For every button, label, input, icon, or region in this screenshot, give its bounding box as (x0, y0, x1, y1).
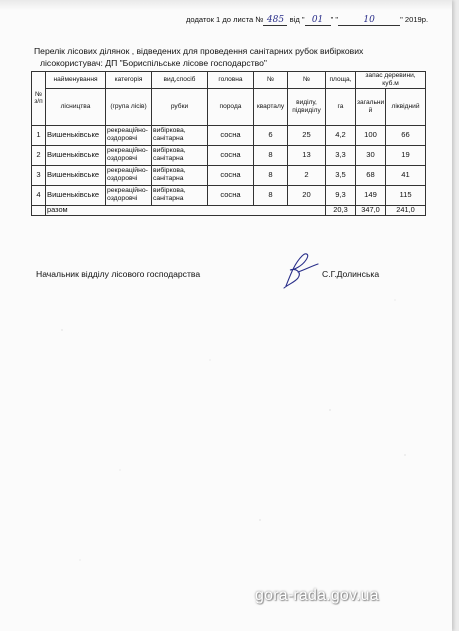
header-vydil-top: № (288, 72, 326, 89)
row-forestry: Вишеньківське (46, 145, 106, 165)
row-method: вибіркова, санітарна (152, 185, 208, 205)
row-species: сосна (208, 125, 254, 145)
letter-day: 01 (305, 15, 331, 26)
letter-number: 485 (263, 15, 287, 26)
row-vydil: 25 (288, 125, 326, 145)
row-method: вибіркова, санітарна (152, 145, 208, 165)
header-species-bottom: порода (208, 88, 254, 125)
header-category-top: категорія (106, 72, 152, 89)
row-area: 9,3 (326, 185, 356, 205)
row-stock-liquid: 66 (386, 125, 426, 145)
table-row (32, 185, 426, 205)
row-kvartal: 8 (254, 185, 288, 205)
row-area: 3,5 (326, 165, 356, 185)
row-number: 4 (32, 185, 46, 205)
header-method-bottom: рубки (152, 88, 208, 125)
header-kvartal-top: № (254, 72, 288, 89)
row-category: рекреаційно-оздоровчі (106, 185, 152, 205)
row-forestry: Вишеньківське (46, 125, 106, 145)
page-top-edge (0, 0, 452, 10)
signer-position: Начальник відділу лісового господарства (36, 269, 201, 279)
totals-stock-total: 347,0 (356, 205, 386, 215)
table-row (32, 145, 426, 165)
row-kvartal: 8 (254, 145, 288, 165)
row-stock-liquid: 115 (386, 185, 426, 205)
header-method-top: вид,спосіб (152, 72, 208, 89)
totals-stock-liquid: 241,0 (386, 205, 426, 215)
totals-row (32, 205, 426, 215)
header-area-bottom: га (326, 88, 356, 125)
header-number-cell (32, 72, 46, 126)
row-kvartal: 6 (254, 125, 288, 145)
row-number: 2 (32, 145, 46, 165)
row-vydil: 13 (288, 145, 326, 165)
totals-area: 20,3 (326, 205, 356, 215)
header-kvartal-bottom: кварталу (254, 88, 288, 125)
table-header-row-2 (32, 88, 426, 125)
table-row (32, 125, 426, 145)
totals-label: разом (46, 205, 326, 215)
header-name-bottom: лісництва (46, 88, 106, 125)
row-kvartal: 8 (254, 165, 288, 185)
site-watermark: gora-rada.gov.ua (255, 587, 379, 604)
row-vydil: 20 (288, 185, 326, 205)
row-category: рекреаційно-оздоровчі (106, 145, 152, 165)
row-stock-total: 68 (356, 165, 386, 185)
header-number: № (34, 90, 43, 98)
document-header: додаток 1 до листа № 485 від " 01 " " 10 " 2019р. (186, 15, 429, 25)
table-header-row-1 (32, 72, 426, 89)
header-name-top: найменування (46, 72, 106, 89)
header-species-top: головна (208, 72, 254, 89)
row-stock-total: 100 (356, 125, 386, 145)
row-number: 3 (32, 165, 46, 185)
letter-year: 2019р. (404, 15, 429, 24)
row-area: 3,3 (326, 145, 356, 165)
row-forestry: Вишеньківське (46, 165, 106, 185)
row-species: сосна (208, 185, 254, 205)
title-line-2: лісокористувач: ДП "Бориспільське лісове господарство" (40, 58, 267, 68)
header-vid: від (289, 15, 300, 24)
row-stock-total: 30 (356, 145, 386, 165)
title-line-1: Перелік лісових ділянок , відведених для проведення санітарних рубок вибіркових (34, 46, 364, 56)
row-category: рекреаційно-оздоровчі (106, 125, 152, 145)
row-stock-liquid: 41 (386, 165, 426, 185)
header-vydil-bottom: виділу, підвиділу (288, 88, 326, 125)
row-number: 1 (32, 125, 46, 145)
table-row (32, 165, 426, 185)
header-number-sub: з/п (34, 98, 43, 106)
document-title (34, 45, 434, 69)
row-stock-liquid: 19 (386, 145, 426, 165)
row-stock-total: 149 (356, 185, 386, 205)
handwritten-signature (272, 250, 322, 290)
header-stock-liquid: ліквідний (386, 88, 426, 125)
row-category: рекреаційно-оздоровчі (106, 165, 152, 185)
header-stock: запас деревини, куб.м (356, 72, 426, 89)
letter-month: 10 (338, 15, 400, 26)
row-species: сосна (208, 145, 254, 165)
header-area-top: площа, (326, 72, 356, 89)
row-method: вибіркова, санітарна (152, 125, 208, 145)
forest-plots-table (31, 71, 426, 216)
row-area: 4,2 (326, 125, 356, 145)
row-forestry: Вишеньківське (46, 185, 106, 205)
totals-empty-cell (32, 205, 46, 215)
row-vydil: 2 (288, 165, 326, 185)
row-method: вибіркова, санітарна (152, 165, 208, 185)
header-category-bottom: (група лісів) (106, 88, 152, 125)
row-species: сосна (208, 165, 254, 185)
header-stock-total: загальни й (356, 88, 386, 125)
signer-name: С.Г.Долинська (322, 269, 380, 279)
header-prefix: додаток 1 до листа № (186, 15, 264, 24)
